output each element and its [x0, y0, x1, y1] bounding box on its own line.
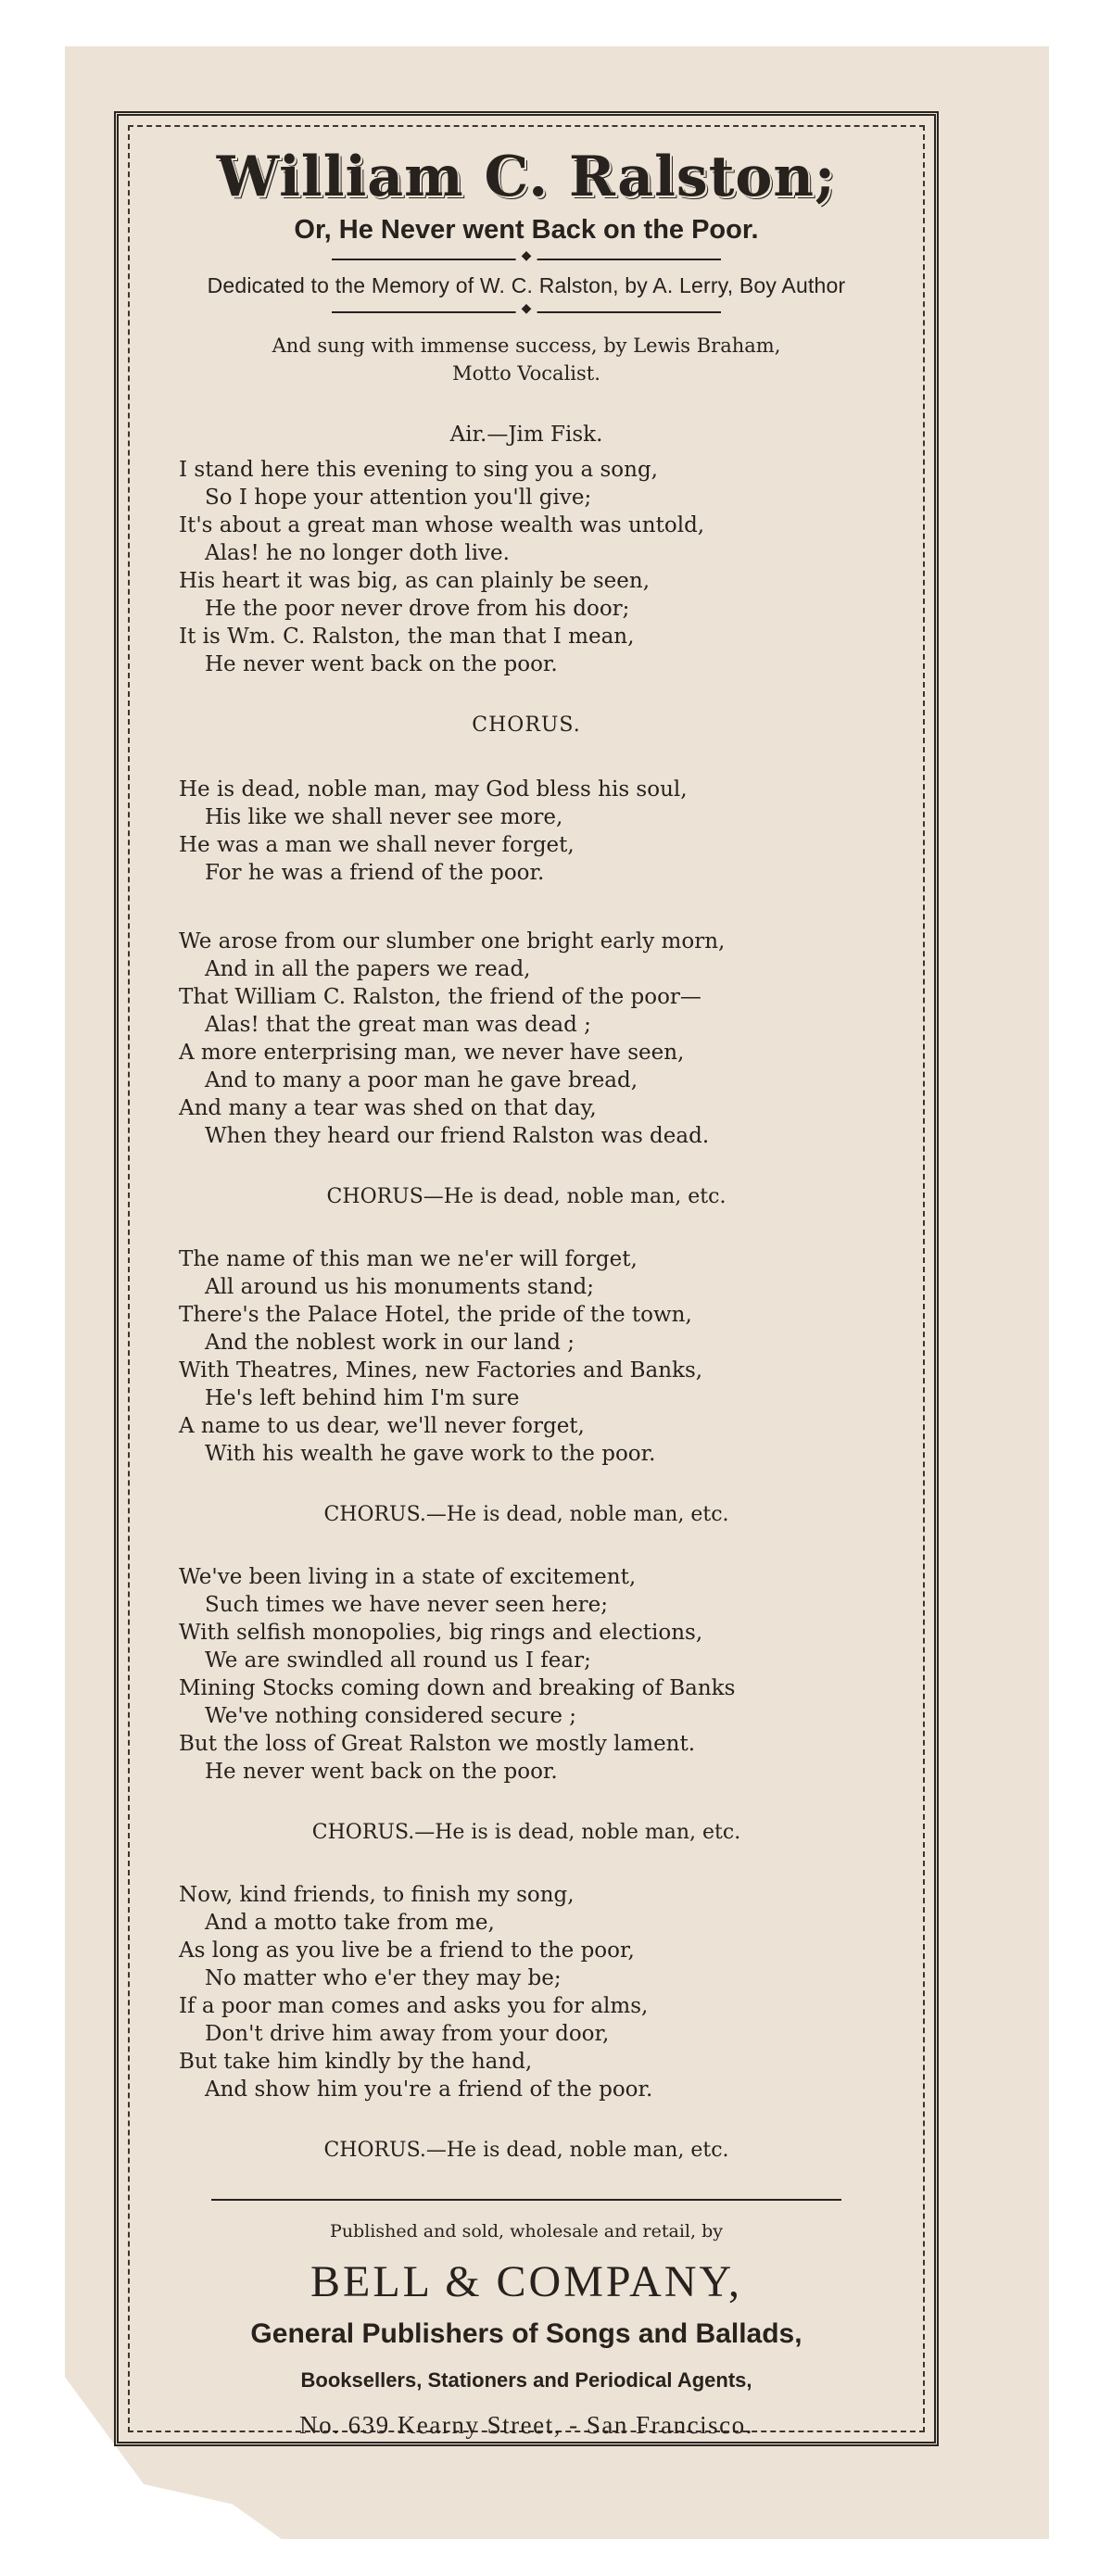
- chorus-heading: CHORUS.: [472, 713, 581, 737]
- chorus-line: His like we shall never see more,: [205, 805, 563, 829]
- verse-line: But the loss of Great Ralston we mostly lament.: [179, 1732, 696, 1756]
- air-tune: Air.—Jim Fisk.: [449, 423, 603, 447]
- verse-line: If a poor man comes and asks you for alms,: [179, 1994, 649, 2018]
- verse-line: That William C. Ralston, the friend of the poor—: [179, 985, 701, 1009]
- publisher-trades: Booksellers, Stationers and Periodical Agents,: [300, 2368, 752, 2392]
- verse-line: And to many a poor man he gave bread,: [205, 1068, 638, 1092]
- verse-line: We've nothing considered secure ;: [205, 1704, 576, 1728]
- publisher-address: No. 639 Kearny Street, - San Francisco.: [299, 2411, 753, 2439]
- verse-line: When they heard our friend Ralston was dead.: [205, 1124, 710, 1148]
- verse-line: But take him kindly by the hand,: [179, 2050, 533, 2074]
- verse-line: We are swindled all round us I fear;: [205, 1648, 591, 1673]
- verse-5: [179, 1881, 883, 2103]
- performance-credit: [170, 332, 883, 387]
- publisher-name: BELL & COMPANY,: [310, 2257, 742, 2306]
- verse-line: There's the Palace Hotel, the pride of the town,: [179, 1303, 692, 1327]
- verse-line: It's about a great man whose wealth was untold,: [179, 513, 705, 537]
- publisher-note: Published and sold, wholesale and retail, by: [330, 2221, 723, 2241]
- verse-line: And many a tear was shed on that day,: [179, 1096, 597, 1120]
- verse-line: With Theatres, Mines, new Factories and Banks,: [179, 1358, 703, 1383]
- verse-line: Alas! that the great man was dead ;: [205, 1013, 591, 1037]
- chorus-line: He was a man we shall never forget,: [179, 833, 575, 857]
- divider-rule: [332, 311, 721, 313]
- chorus-line: He is dead, noble man, may God bless his soul,: [179, 777, 688, 802]
- verse-line: He never went back on the poor.: [205, 1760, 558, 1784]
- performance-credit-line: Motto Vocalist.: [452, 362, 600, 385]
- verse-line: He never went back on the poor.: [205, 652, 558, 676]
- verse-line: All around us his monuments stand;: [205, 1275, 594, 1299]
- performance-credit-line: And sung with immense success, by Lewis Braham,: [272, 335, 781, 357]
- verse-line: No matter who e'er they may be;: [205, 1966, 562, 1990]
- verse-line: A more enterprising man, we never have seen,: [179, 1041, 685, 1065]
- verse-line: Alas! he no longer doth live.: [205, 541, 510, 565]
- verse-line: I stand here this evening to sing you a song,: [179, 458, 658, 482]
- verse-line: We've been living in a state of excitement,: [179, 1565, 637, 1589]
- song-subtitle: Or, He Never went Back on the Poor.: [294, 215, 759, 245]
- chorus-reference: CHORUS.—He is dead, noble man, etc.: [323, 2139, 729, 2162]
- verse-line: And in all the papers we read,: [205, 957, 531, 981]
- chorus-reference: CHORUS.—He is dead, noble man, etc.: [323, 1503, 729, 1526]
- verse-line: So I hope your attention you'll give;: [205, 486, 592, 510]
- verse-3: [179, 1245, 883, 1468]
- verse-line: It is Wm. C. Ralston, the man that I mean,: [179, 625, 635, 649]
- verse-line: And show him you're a friend of the poor.: [205, 2077, 653, 2102]
- verse-line: He the poor never drove from his door;: [205, 597, 630, 621]
- chorus-reference: CHORUS.—He is is dead, noble man, etc.: [311, 1821, 741, 1844]
- verse-line: A name to us dear, we'll never forget,: [179, 1414, 585, 1438]
- chorus-line: For he was a friend of the poor.: [205, 861, 545, 885]
- footer-rule: [211, 2199, 841, 2201]
- verse-line: Mining Stocks coming down and breaking of Banks: [179, 1676, 736, 1700]
- verse-line: Such times we have never seen here;: [205, 1593, 609, 1617]
- verse-line: With selfish monopolies, big rings and elections,: [179, 1621, 703, 1645]
- verse-2: [179, 928, 883, 1150]
- divider-rule: [332, 259, 721, 260]
- verse-line: His heart it was big, as can plainly be seen,: [179, 569, 651, 593]
- song-title: William C. Ralston;: [216, 145, 837, 209]
- dedication-line: Dedicated to the Memory of W. C. Ralston, by A. Lerry, Boy Author: [207, 273, 846, 297]
- verse-line: Don't drive him away from your door,: [205, 2022, 610, 2046]
- verse-line: The name of this man we ne'er will forget,: [179, 1247, 638, 1271]
- verse-line: And a motto take from me,: [205, 1911, 495, 1935]
- publisher-description: General Publishers of Songs and Ballads,: [250, 2318, 802, 2349]
- verse-line: As long as you live be a friend to the poor,: [179, 1938, 635, 1963]
- verse-line: Now, kind friends, to finish my song,: [179, 1883, 575, 1907]
- broadside-content: [170, 139, 883, 2456]
- chorus-reference: CHORUS—He is dead, noble man, etc.: [326, 1185, 727, 1208]
- verse-line: We arose from our slumber one bright early morn,: [179, 929, 726, 953]
- chorus-stanza: [179, 776, 883, 887]
- verse-1: [179, 456, 883, 678]
- verse-line: With his wealth he gave work to the poor.: [205, 1442, 656, 1466]
- verse-4: [179, 1563, 883, 1786]
- verse-line: And the noblest work in our land ;: [205, 1331, 575, 1355]
- verse-line: He's left behind him I'm sure: [205, 1386, 520, 1410]
